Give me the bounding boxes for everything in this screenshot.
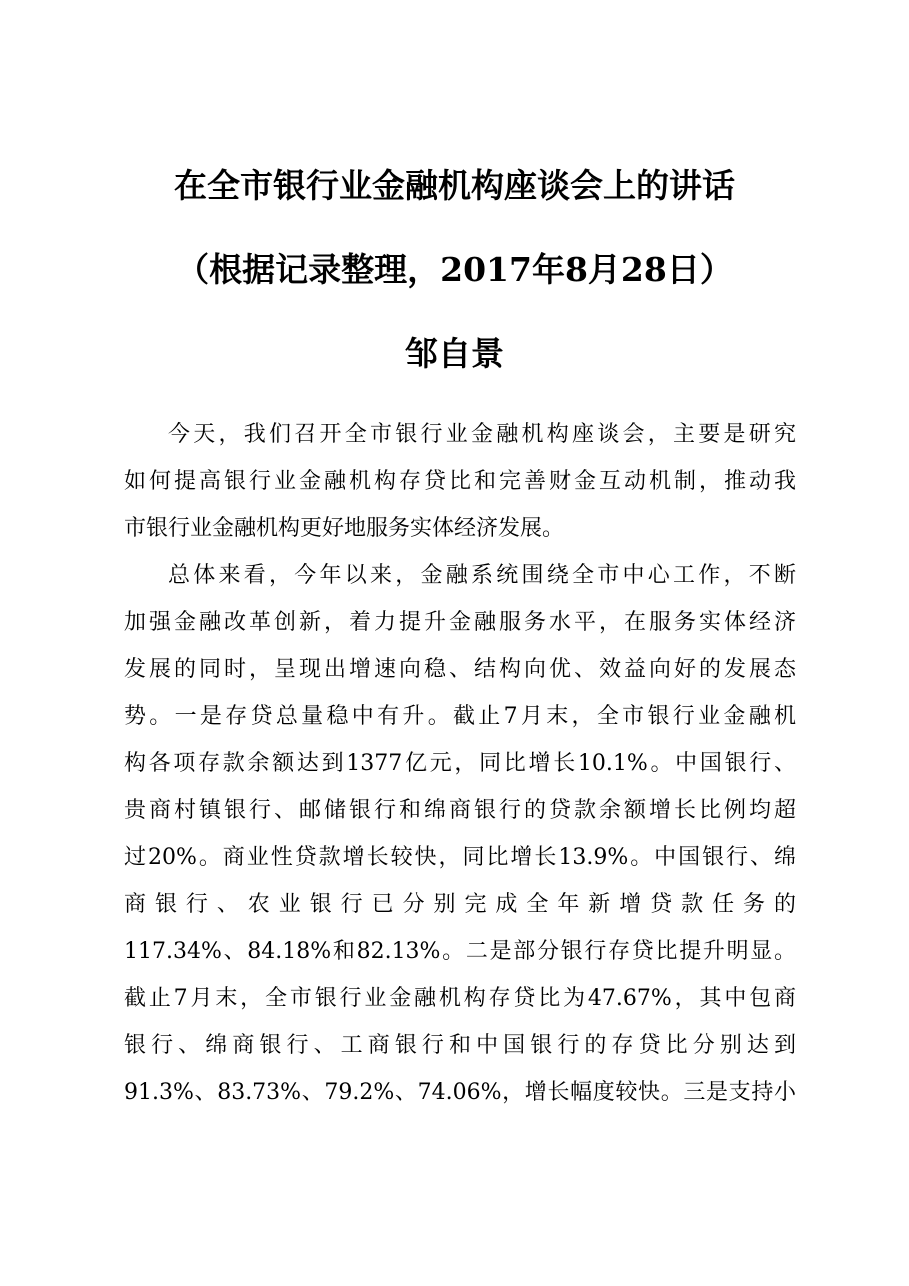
- paragraph-1: [124, 411, 796, 552]
- paragraph-2: [124, 552, 796, 1116]
- paragraph-line: 势。一是存贷总量稳中有升。截止7月末，全市银行业金融机: [124, 704, 796, 729]
- paragraph-line: 加强金融改革创新，着力提升金融服务水平，在服务实体经济: [124, 610, 796, 635]
- paragraph-line: 91.3%、83.73%、79.2%、74.06%，增长幅度较快。三是支持小: [124, 1080, 796, 1105]
- document-author: 邹自景: [405, 334, 504, 373]
- paragraph-line: 银行、绵商银行、工商银行和中国银行的存贷比分别达到: [124, 1033, 796, 1058]
- paragraph-line: 过20%。商业性贷款增长较快，同比增长13.9%。中国银行、绵: [124, 845, 796, 870]
- paragraph-line: 发展的同时，呈现出增速向稳、结构向优、效益向好的发展态: [124, 657, 796, 682]
- paragraph-line: 今天，我们召开全市银行业金融机构座谈会，主要是研究: [168, 422, 796, 447]
- paragraph-line: 市银行业金融机构更好地服务实体经济发展。: [124, 516, 565, 541]
- paragraph-line: 总体来看，今年以来，金融系统围绕全市中心工作，不断: [168, 563, 796, 588]
- document-subtitle: （根据记录整理，2017年8月28日）: [176, 250, 733, 289]
- paragraph-line: 截止7月末，全市银行业金融机构存贷比为47.67%，其中包商: [124, 986, 796, 1011]
- paragraph-line: 构各项存款余额达到1377亿元，同比增长10.1%。中国银行、: [124, 751, 796, 776]
- paragraph-line: 117.34%、84.18%和82.13%。二是部分银行存贷比提升明显。: [124, 939, 796, 964]
- paragraph-line: 商银行、农业银行已分别完成全年新增贷款任务的: [124, 892, 796, 917]
- paragraph-line: 如何提高银行业金融机构存贷比和完善财金互动机制，推动我: [124, 469, 796, 494]
- document-title: 在全市银行业金融机构座谈会上的讲话: [174, 166, 735, 205]
- paragraph-line: 贵商村镇银行、邮储银行和绵商银行的贷款余额增长比例均超: [124, 798, 796, 823]
